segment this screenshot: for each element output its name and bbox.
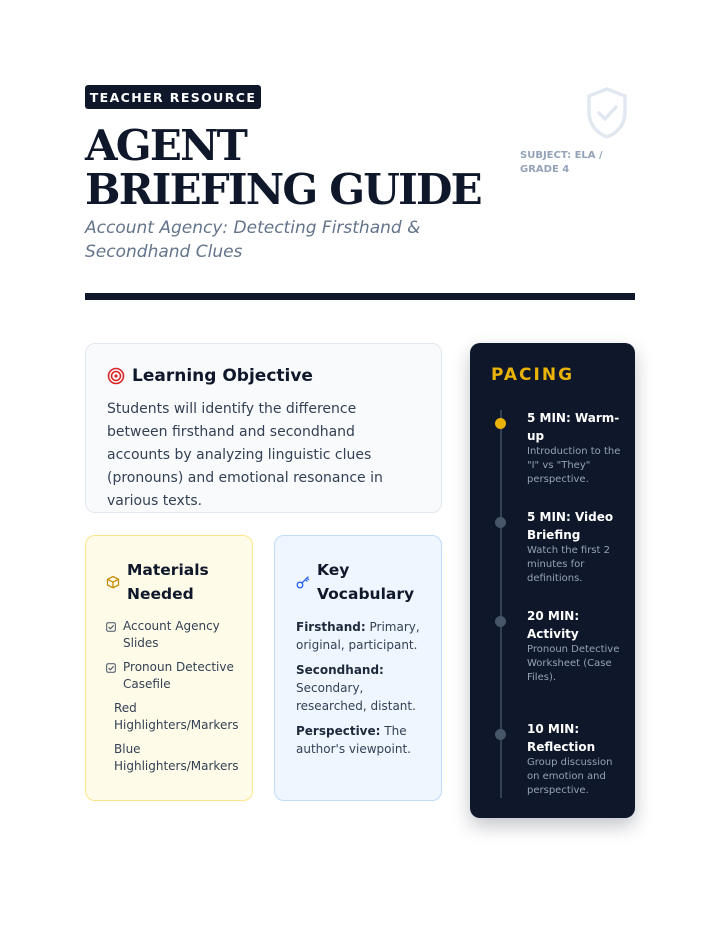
- vocab-definition: The author's viewpoint.: [296, 724, 411, 756]
- resource-badge: TEACHER RESOURCE: [85, 85, 261, 109]
- objective-text: Students will identify the difference between firsthand and secondhand accounts by analyzing linguistic clues (pronouns) and emotional resonance in various texts.: [107, 401, 383, 509]
- step-description: Group discussion on emotion and perspective.: [527, 757, 613, 796]
- materials-title: Materials Needed: [127, 561, 209, 603]
- objective-title: Learning Objective: [132, 366, 313, 386]
- key-icon: [296, 575, 310, 589]
- step-label: 5 MIN: Warm-up: [527, 411, 620, 443]
- materials-card: [85, 535, 253, 801]
- vocab-term: Firsthand:: [296, 620, 366, 634]
- shield-check-icon: [584, 86, 630, 140]
- step-description: Watch the first 2 minutes for definitions.: [527, 545, 610, 584]
- target-icon: [107, 367, 125, 385]
- pacing-step: [527, 409, 622, 487]
- list-item: [106, 700, 238, 734]
- list-item: [106, 618, 238, 652]
- pacing-title: PACING: [491, 365, 575, 385]
- material-label: Blue Highlighters/Markers: [114, 742, 239, 773]
- vocab-term: Secondhand:: [296, 663, 384, 677]
- learning-objective-card: [85, 343, 442, 513]
- pacing-step: [527, 607, 622, 685]
- vocab-definition: Secondary, researched, distant.: [296, 681, 416, 713]
- vocab-term: Perspective:: [296, 724, 381, 738]
- step-description: Introduction to the "I" vs "They" perspective.: [527, 446, 621, 485]
- timeline-dot: [495, 729, 506, 740]
- material-label: Pronoun Detective Casefile: [123, 660, 234, 691]
- subject-label: SUBJECT: ELA / GRADE 4: [520, 150, 603, 175]
- checkbox-icon: [106, 663, 116, 673]
- pacing-step: [527, 720, 622, 798]
- vocabulary-title: Key Vocabulary: [317, 561, 415, 603]
- vocab-entry: [296, 722, 429, 758]
- vocab-definition: Primary, original, participant.: [296, 620, 420, 652]
- vocab-entry: [296, 618, 429, 654]
- step-label: 5 MIN: Video Briefing: [527, 510, 614, 542]
- materials-list: [106, 618, 238, 775]
- step-label: 10 MIN: Reflection: [527, 722, 596, 754]
- material-label: Account Agency Slides: [123, 619, 220, 650]
- list-item: [106, 741, 238, 775]
- page-title: AGENT BRIEFING GUIDE: [85, 121, 481, 214]
- timeline-dot: [495, 616, 506, 627]
- vocab-entry: [296, 661, 429, 715]
- timeline-dot: [495, 517, 506, 528]
- vocabulary-card: [274, 535, 442, 801]
- box-icon: [106, 575, 120, 589]
- list-item: [106, 659, 238, 693]
- step-description: Pronoun Detective Worksheet (Case Files).: [527, 644, 620, 683]
- page-subtitle: Account Agency: Detecting Firsthand & Secondhand Clues: [85, 218, 421, 262]
- material-label: Red Highlighters/Markers: [114, 701, 239, 732]
- pacing-step: [527, 508, 622, 586]
- checkbox-icon: [106, 622, 116, 632]
- timeline-dot-active: [495, 418, 506, 429]
- header-divider: [85, 293, 635, 300]
- step-label: 20 MIN: Activity: [527, 609, 580, 641]
